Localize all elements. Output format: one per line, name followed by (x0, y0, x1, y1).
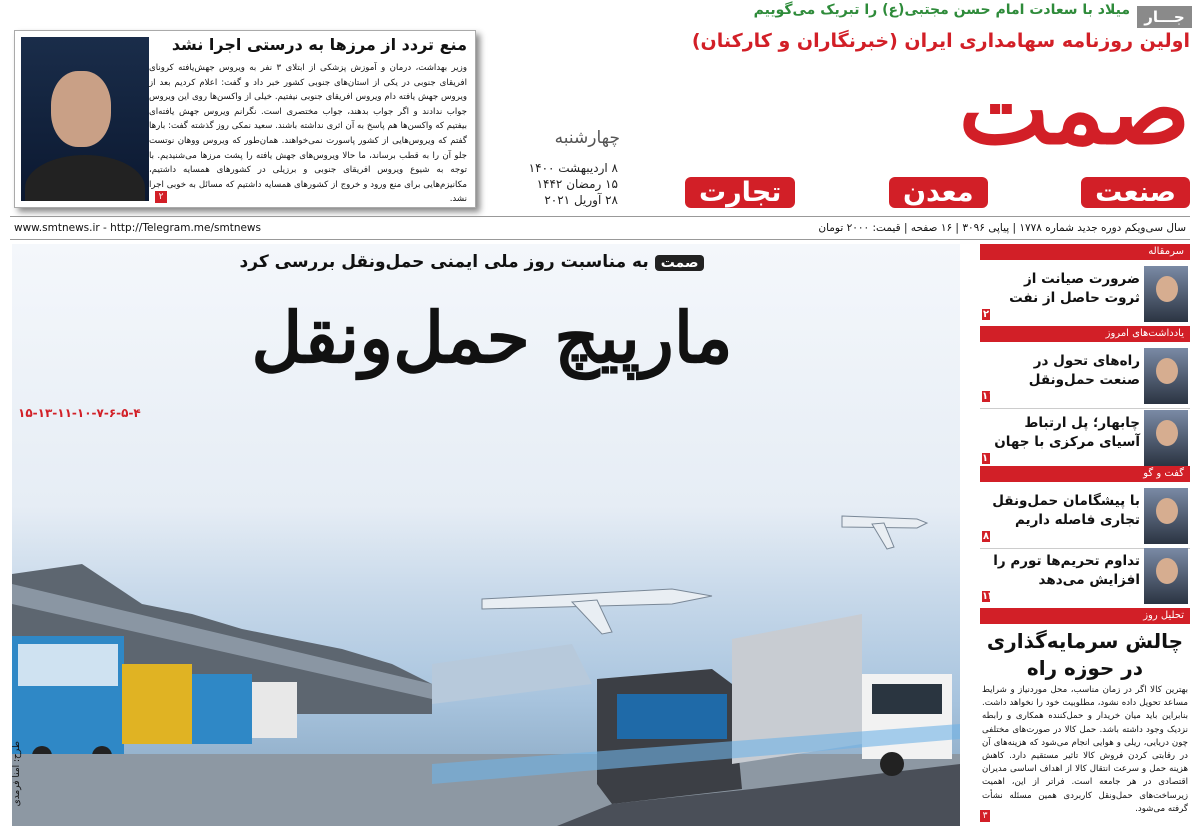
date-lunar: ۱۵ رمضان ۱۴۴۲ (536, 177, 618, 191)
item-title[interactable]: چابهار؛ پل ارتباط آسیای مرکزی با جهان (994, 415, 1140, 450)
analysis-title[interactable]: چالش سرمایه‌گذاری در حوزه راه (986, 629, 1184, 680)
analysis-body: بهترین کالا اگر در زمان مناسب، محل موردنیاز و شرایط مساعد تحویل داده نشود، مطلوبیت خود را نخواهد داشت. بنابراین باید میان خریدار و حمل‌کننده همکاری و رابطه نزدیک وجود داشته باشد. حمل کالا در صورت‌های مختلفی چون دریایی، ریلی و هوایی انجام می‌شود که هزینه‌های آن در رقابتی کردن فروش کالا تاثیر مستقیم دارد. کاهش هزینه حمل و سرعت انتقال کالا از اهداف اساسی مدیران اقتصادی در هر جامعه است. فراتر از این، اهمیت زیرساخت‌های حمل‌ونقل کاربردی همین مسئله نشأت گرفته می‌شود. (982, 685, 1188, 814)
right-column (980, 244, 1190, 826)
suit-shape (25, 155, 145, 201)
editorial-item[interactable] (980, 260, 1190, 327)
interview-item[interactable] (980, 542, 1190, 609)
page-number: ۱۱ (982, 391, 995, 402)
info-bar (10, 216, 1190, 240)
logo-word: تجارت (685, 177, 795, 208)
top-story-page: ۲ (155, 191, 167, 203)
weekday: چهارشنبه (554, 128, 620, 148)
design-credit: طرح: آمنا فرمدی (12, 740, 22, 806)
newspaper-logo[interactable] (685, 53, 1190, 210)
feature-pages: ۱۵-۱۳-۱۱-۱۰-۷-۶-۵-۴ (18, 406, 141, 420)
feature-kicker (212, 252, 732, 272)
section-analysis: تحلیل روز (980, 608, 1190, 624)
item-title[interactable]: با پیشگامان حمل‌ونقل تجاری فاصله داریم (992, 493, 1140, 528)
minister-photo (21, 37, 149, 201)
logo-main: صمت (958, 53, 1190, 166)
author-photo (1144, 488, 1188, 544)
author-photo (1144, 266, 1188, 322)
item-title[interactable]: تداوم تحریم‌ها تورم را افزایش می‌دهد (993, 553, 1140, 588)
author-photo (1144, 348, 1188, 404)
logo-words (685, 177, 1190, 208)
greeting: میلاد با سعادت امام حسن مجتبی(ع) را تبریک می‌گوییم (753, 2, 1130, 18)
analysis-page: ۳ (980, 810, 990, 822)
page-number: ۸ (982, 531, 990, 542)
date-gregorian: ۲۸ آوریل ۲۰۲۱ (544, 193, 618, 207)
kicker-text: به مناسبت روز ملی ایمنی حمل‌و‌نقل بررسی کرد (239, 252, 649, 272)
page-number: ۲ (982, 309, 990, 320)
section-editorial: سرمقاله (980, 244, 1190, 260)
edition-badge: جـــار (1137, 6, 1192, 28)
face-shape (51, 71, 111, 147)
kicker-logo: صمت (655, 255, 705, 271)
issue-info: سال سی‌و‌یکم دوره جدید شماره ۱۷۷۸ | پیاپی ۳۰۹۶ | ۱۶ صفحه | قیمت: ۲۰۰۰ تومان (818, 222, 1186, 234)
interview-item[interactable] (980, 482, 1190, 549)
author-photo (1144, 548, 1188, 604)
issue-dates (529, 160, 618, 208)
item-title[interactable]: ضرورت صیانت از ثروت حاصل از نفت (1009, 271, 1140, 306)
section-interview: گفت‌ و گو (980, 466, 1190, 482)
note-item[interactable] (980, 342, 1190, 409)
page-number: ۱۰ (982, 453, 995, 464)
logo-word: معدن (889, 177, 988, 208)
website-links[interactable]: www.smtnews.ir - http://Telegram.me/smtnews (14, 222, 261, 234)
page-number: ۱۲ (982, 591, 995, 602)
main-feature[interactable] (12, 244, 960, 826)
note-item[interactable] (980, 404, 1190, 471)
masthead-subtitle: اولین روزنامه سهامداری ایران (خبرنگاران و کارکنان) (691, 30, 1190, 52)
top-story-headline[interactable]: منع تردد از مرزها به درستی اجرا نشد (171, 35, 467, 54)
author-photo (1144, 410, 1188, 466)
feature-headline[interactable]: مارپیچ حمل‌و‌نقل (251, 296, 733, 379)
item-title[interactable]: راه‌های تحول در صنعت حمل‌و‌نقل (1028, 353, 1140, 388)
top-story-body: وزیر بهداشت، درمان و آموزش پزشکی از ابتلای ۳ نفر به ویروس جهش‌یافته کرونای افریقای جنوبی در یکی از استان‌های جنوبی کشور خبر داد و گفت: اعلام کردیم بعد از ویروس جهش یافته دام ویروس افریقای جنوبی نیفتیم. خیلی از واکسن‌ها روی این ویروس جواب ندادند و اگر جواب بدهند، جواب مختصری است. نگرانم ویروس جهش یافته‌ای بیفتیم که واکسن‌ها هم پاسخ به آن اثری نداشته باشند. سعید نمکی روز گذشته گفت: بارها گفتم که ویروس‌هایی از کشور پاسورت نمی‌خواهند. همان‌طور که ویروس ووهان نوتست جلو آن را به قطب برساند، ما حالا ویروس‌های جهش یافته را پشت مرزها می‌شنیدیم. با توجه به شیوع ویروس افریقای جنوبی و برزیلی در کشورهای همسایه داشتیم، مکانیزم‌هایی برای منع ورود و خروج از کشورهای همسایه داشتیم که مسائل به خوبی اجرا نشد. (149, 63, 467, 205)
top-story[interactable] (14, 30, 476, 208)
date-solar: ۸ اردیبهشت ۱۴۰۰ (528, 161, 618, 175)
logo-word: صنعت (1081, 177, 1190, 208)
section-notes: یادداشت‌های امروز (980, 326, 1190, 342)
